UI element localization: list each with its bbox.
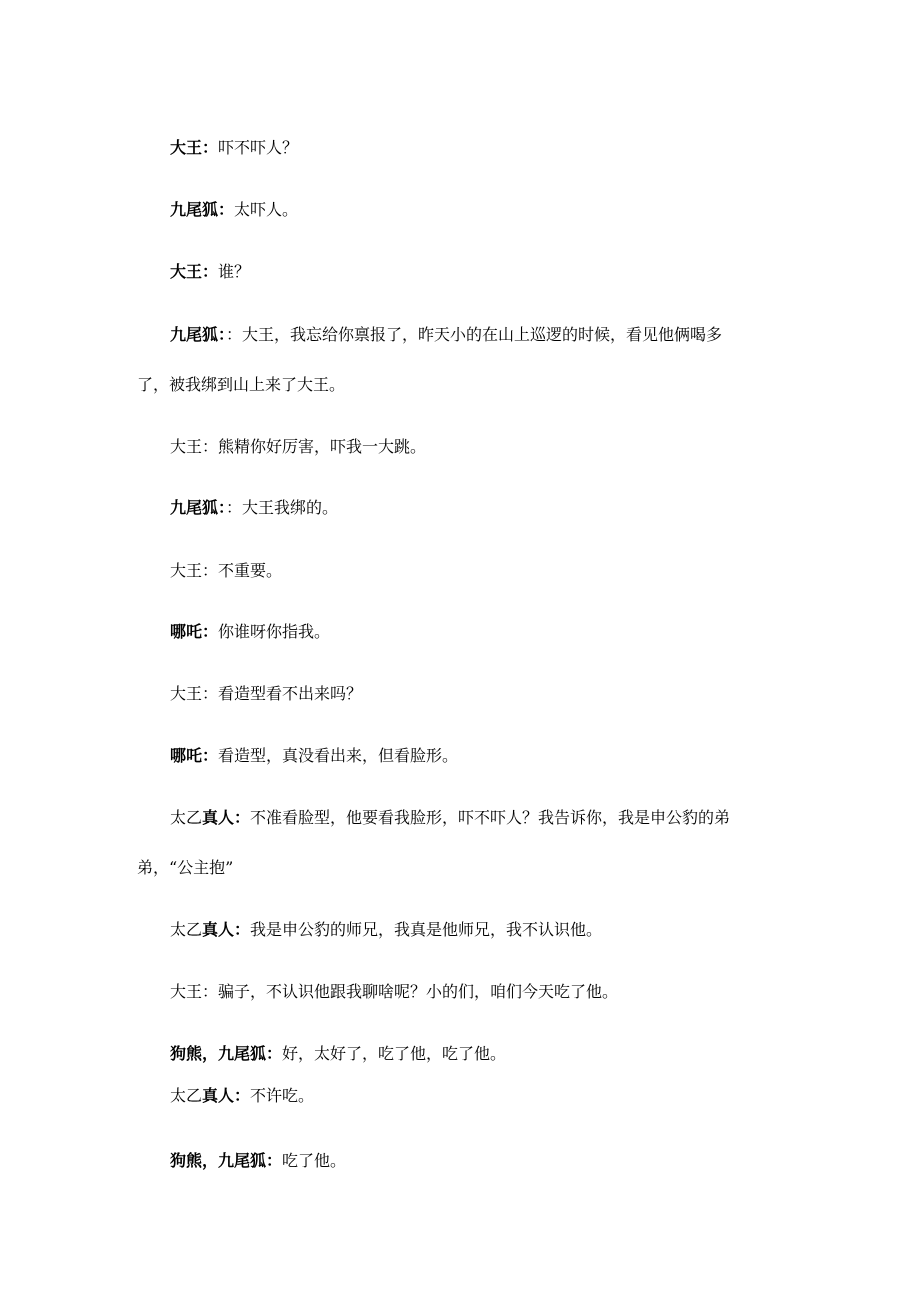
dialogue-text: 骗子，不认识他跟我聊啥呢？小的们，咱们今天吃了他。 xyxy=(218,982,619,1001)
speaker-name: 大王： xyxy=(170,684,219,703)
dialogue-line xyxy=(170,1151,870,1171)
speaker-name: 九尾狐： xyxy=(170,200,235,219)
dialogue-line xyxy=(170,746,870,766)
dialogue-line xyxy=(170,808,870,828)
speaker-name: 哪吒： xyxy=(170,746,219,765)
dialogue-continuation xyxy=(137,858,837,878)
speaker-name: 大王： xyxy=(170,982,219,1001)
speaker-name: 大王： xyxy=(170,138,219,157)
speaker-name-bold: 真人： xyxy=(202,920,251,939)
dialogue-text: 不准看脸型，他要看我脸形，吓不吓人？我告诉你，我是申公豹的弟 xyxy=(250,808,731,827)
dialogue-continuation xyxy=(137,375,837,395)
speaker-name-plain: 太乙 xyxy=(170,920,203,939)
dialogue-text: 谁？ xyxy=(218,262,251,281)
dialogue-text: 不重要。 xyxy=(218,561,283,580)
dialogue-line xyxy=(170,684,870,704)
speaker-name-plain: 太乙 xyxy=(170,808,203,827)
speaker-name-bold: 真人： xyxy=(202,808,251,827)
speaker-name: 大王： xyxy=(170,561,219,580)
speaker-name-bold: 真人： xyxy=(202,1086,251,1105)
dialogue-text: 好，太好了，吃了他，吃了他。 xyxy=(282,1044,507,1063)
dialogue-text: 不许吃。 xyxy=(250,1086,315,1105)
dialogue-line xyxy=(170,920,870,940)
dialogue-text: 我是申公豹的师兄，我真是他师兄，我不认识他。 xyxy=(250,920,603,939)
speaker-name-plain: 太乙 xyxy=(170,1086,203,1105)
dialogue-line xyxy=(170,437,870,457)
speaker-name: 哪吒： xyxy=(170,622,219,641)
dialogue-line xyxy=(170,622,870,642)
speaker-name: 狗熊，九尾狐： xyxy=(170,1044,283,1063)
speaker-name: 大王： xyxy=(170,437,219,456)
dialogue-text: 看造型看不出来吗？ xyxy=(218,684,363,703)
dialogue-line xyxy=(170,325,870,345)
speaker-name: 狗熊，九尾狐： xyxy=(170,1151,283,1170)
dialogue-line xyxy=(170,262,870,282)
dialogue-text: 熊精你好厉害，吓我一大跳。 xyxy=(218,437,427,456)
dialogue-text: 你谁呀你指我。 xyxy=(218,622,331,641)
dialogue-line xyxy=(170,561,870,581)
dialogue-text: 太吓人。 xyxy=(234,200,299,219)
speaker-name: 大王： xyxy=(170,262,219,281)
speaker-name: 九尾狐： xyxy=(170,498,227,517)
dialogue-line xyxy=(170,1086,870,1106)
dialogue-text: 了，被我绑到山上来了大王。 xyxy=(137,375,346,394)
dialogue-line xyxy=(170,138,870,158)
dialogue-text: ：大王，我忘给你禀报了，昨天小的在山上巡逻的时候，看见他俩喝多 xyxy=(226,325,723,344)
dialogue-line xyxy=(170,498,870,518)
dialogue-text: 看造型，真没看出来，但看脸形。 xyxy=(218,746,459,765)
dialogue-line xyxy=(170,1044,870,1064)
dialogue-line xyxy=(170,200,870,220)
dialogue-text: ：大王我绑的。 xyxy=(226,498,339,517)
dialogue-text: 弟，“公主抱” xyxy=(137,858,234,877)
dialogue-line xyxy=(170,982,870,1002)
dialogue-text: 吓不吓人？ xyxy=(218,138,299,157)
speaker-name: 九尾狐： xyxy=(170,325,227,344)
dialogue-text: 吃了他。 xyxy=(282,1151,347,1170)
